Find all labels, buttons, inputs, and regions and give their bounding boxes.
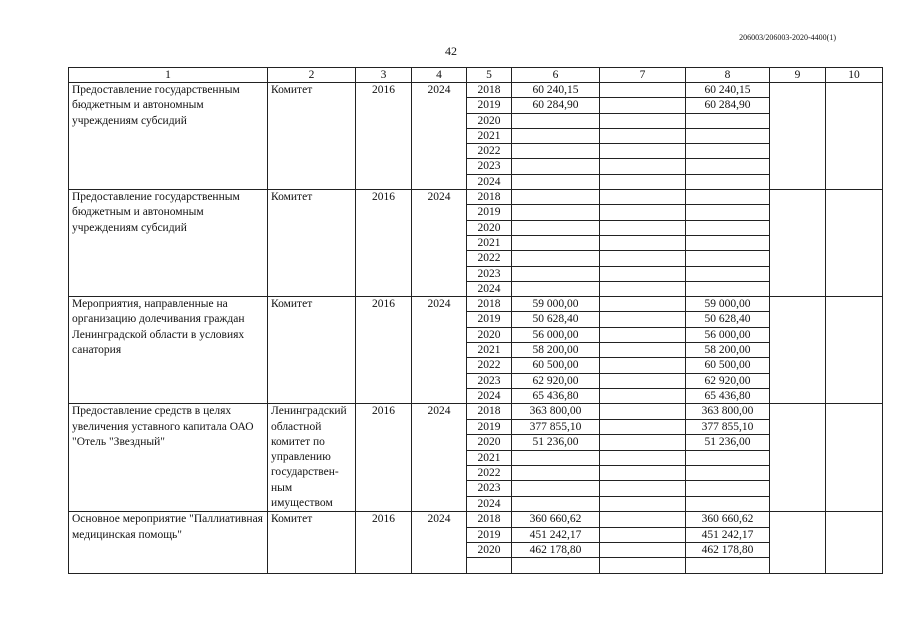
regional-amount-cell (686, 174, 770, 189)
federal-amount-cell (600, 235, 686, 250)
column-header-7: 7 (600, 68, 686, 83)
measure-name-cell: Предоставление государственным бюджетным и автономным учреждениям субсидий (69, 83, 268, 190)
column-header-3: 3 (356, 68, 412, 83)
federal-amount-cell (600, 251, 686, 266)
column-9-cell (770, 512, 826, 573)
total-amount-cell: 65 436,80 (512, 388, 600, 403)
total-amount-cell (512, 220, 600, 235)
measure-name-cell: Основное мероприятие "Паллиативная медицинская помощь" (69, 512, 268, 573)
federal-amount-cell (600, 174, 686, 189)
end-year-cell: 2024 (412, 190, 467, 297)
federal-amount-cell (600, 190, 686, 205)
federal-amount-cell (600, 220, 686, 235)
total-amount-cell: 56 000,00 (512, 327, 600, 342)
regional-amount-cell (686, 450, 770, 465)
year-cell: 2022 (467, 358, 512, 373)
total-amount-cell (512, 558, 600, 573)
start-year-cell: 2016 (356, 297, 412, 404)
regional-amount-cell (686, 481, 770, 496)
regional-amount-cell (686, 220, 770, 235)
regional-amount-cell (686, 558, 770, 573)
federal-amount-cell (600, 205, 686, 220)
measure-name-cell: Мероприятия, направленные на организацию долечивания граждан Ленинградской области в условиях санатория (69, 297, 268, 404)
regional-amount-cell: 58 200,00 (686, 343, 770, 358)
total-amount-cell (512, 174, 600, 189)
regional-amount-cell (686, 113, 770, 128)
federal-amount-cell (600, 83, 686, 98)
regional-amount-cell: 60 240,15 (686, 83, 770, 98)
year-cell: 2023 (467, 266, 512, 281)
measure-name-cell: Предоставление средств в целях увеличения уставного капитала ОАО "Отель "Звездный" (69, 404, 268, 512)
federal-amount-cell (600, 128, 686, 143)
federal-amount-cell (600, 558, 686, 573)
regional-amount-cell: 451 242,17 (686, 527, 770, 542)
federal-amount-cell (600, 327, 686, 342)
federal-amount-cell (600, 404, 686, 419)
executor-cell: Комитет (268, 83, 356, 190)
year-cell: 2020 (467, 327, 512, 342)
column-header-8: 8 (686, 68, 770, 83)
total-amount-cell (512, 481, 600, 496)
year-cell: 2018 (467, 297, 512, 312)
regional-amount-cell: 56 000,00 (686, 327, 770, 342)
column-header-10: 10 (826, 68, 883, 83)
regional-amount-cell (686, 205, 770, 220)
total-amount-cell: 60 500,00 (512, 358, 600, 373)
year-cell: 2022 (467, 251, 512, 266)
end-year-cell: 2024 (412, 404, 467, 512)
regional-amount-cell (686, 266, 770, 281)
table-row (69, 190, 883, 205)
year-cell: 2018 (467, 83, 512, 98)
start-year-cell: 2016 (356, 404, 412, 512)
table-row (69, 83, 883, 98)
federal-amount-cell (600, 435, 686, 450)
column-9-cell (770, 297, 826, 404)
federal-amount-cell (600, 527, 686, 542)
year-cell: 2019 (467, 98, 512, 113)
start-year-cell: 2016 (356, 512, 412, 573)
column-header-1: 1 (69, 68, 268, 83)
federal-amount-cell (600, 373, 686, 388)
year-cell: 2023 (467, 159, 512, 174)
federal-amount-cell (600, 144, 686, 159)
column-9-cell (770, 404, 826, 512)
regional-amount-cell (686, 496, 770, 511)
column-header-2: 2 (268, 68, 356, 83)
year-cell: 2019 (467, 312, 512, 327)
year-cell: 2019 (467, 205, 512, 220)
regional-amount-cell: 363 800,00 (686, 404, 770, 419)
total-amount-cell (512, 235, 600, 250)
column-10-cell (826, 190, 883, 297)
start-year-cell: 2016 (356, 190, 412, 297)
column-10-cell (826, 404, 883, 512)
regional-amount-cell: 377 855,10 (686, 419, 770, 434)
year-cell: 2020 (467, 220, 512, 235)
regional-amount-cell: 360 660,62 (686, 512, 770, 527)
regional-amount-cell: 462 178,80 (686, 542, 770, 557)
program-table (68, 67, 883, 574)
executor-cell: Комитет (268, 190, 356, 297)
page-number: 42 (445, 44, 457, 58)
total-amount-cell (512, 159, 600, 174)
column-header-9: 9 (770, 68, 826, 83)
federal-amount-cell (600, 281, 686, 296)
column-10-cell (826, 83, 883, 190)
total-amount-cell: 377 855,10 (512, 419, 600, 434)
federal-amount-cell (600, 512, 686, 527)
regional-amount-cell (686, 465, 770, 480)
column-header-6: 6 (512, 68, 600, 83)
total-amount-cell (512, 251, 600, 266)
total-amount-cell (512, 450, 600, 465)
federal-amount-cell (600, 98, 686, 113)
year-cell: 2021 (467, 343, 512, 358)
regional-amount-cell: 59 000,00 (686, 297, 770, 312)
regional-amount-cell: 65 436,80 (686, 388, 770, 403)
executor-cell: Ленинградский областной комитет по управлению государствен-ным имуществом (268, 404, 356, 512)
year-cell: 2024 (467, 388, 512, 403)
total-amount-cell (512, 190, 600, 205)
table-row (69, 512, 883, 527)
total-amount-cell: 363 800,00 (512, 404, 600, 419)
total-amount-cell: 59 000,00 (512, 297, 600, 312)
end-year-cell: 2024 (412, 512, 467, 573)
measure-name-cell: Предоставление государственным бюджетным и автономным учреждениям субсидий (69, 190, 268, 297)
total-amount-cell (512, 113, 600, 128)
regional-amount-cell (686, 128, 770, 143)
executor-cell: Комитет (268, 512, 356, 573)
federal-amount-cell (600, 465, 686, 480)
federal-amount-cell (600, 496, 686, 511)
federal-amount-cell (600, 343, 686, 358)
year-cell: 2023 (467, 481, 512, 496)
federal-amount-cell (600, 312, 686, 327)
year-cell: 2024 (467, 174, 512, 189)
total-amount-cell: 360 660,62 (512, 512, 600, 527)
executor-cell: Комитет (268, 297, 356, 404)
total-amount-cell (512, 128, 600, 143)
year-cell: 2018 (467, 404, 512, 419)
federal-amount-cell (600, 481, 686, 496)
total-amount-cell (512, 281, 600, 296)
year-cell: 2022 (467, 465, 512, 480)
year-cell: 2020 (467, 435, 512, 450)
year-cell: 2020 (467, 542, 512, 557)
federal-amount-cell (600, 159, 686, 174)
federal-amount-cell (600, 388, 686, 403)
federal-amount-cell (600, 266, 686, 281)
column-9-cell (770, 190, 826, 297)
total-amount-cell: 60 284,90 (512, 98, 600, 113)
total-amount-cell (512, 205, 600, 220)
year-cell: 2021 (467, 235, 512, 250)
table-body (69, 83, 883, 574)
year-cell (467, 558, 512, 573)
total-amount-cell (512, 465, 600, 480)
year-cell: 2019 (467, 527, 512, 542)
year-cell: 2022 (467, 144, 512, 159)
column-10-cell (826, 297, 883, 404)
federal-amount-cell (600, 419, 686, 434)
federal-amount-cell (600, 297, 686, 312)
year-cell: 2018 (467, 512, 512, 527)
year-cell: 2019 (467, 419, 512, 434)
regional-amount-cell: 60 284,90 (686, 98, 770, 113)
federal-amount-cell (600, 113, 686, 128)
year-cell: 2021 (467, 450, 512, 465)
total-amount-cell (512, 496, 600, 511)
total-amount-cell: 462 178,80 (512, 542, 600, 557)
regional-amount-cell (686, 144, 770, 159)
year-cell: 2024 (467, 281, 512, 296)
regional-amount-cell (686, 159, 770, 174)
regional-amount-cell (686, 190, 770, 205)
column-header-4: 4 (412, 68, 467, 83)
document-reference: 206003/206003-2020-4400(1) (739, 33, 836, 42)
total-amount-cell: 50 628,40 (512, 312, 600, 327)
end-year-cell: 2024 (412, 83, 467, 190)
regional-amount-cell (686, 235, 770, 250)
column-10-cell (826, 512, 883, 573)
year-cell: 2024 (467, 496, 512, 511)
table-row (69, 297, 883, 312)
total-amount-cell (512, 144, 600, 159)
regional-amount-cell (686, 281, 770, 296)
total-amount-cell: 58 200,00 (512, 343, 600, 358)
total-amount-cell: 51 236,00 (512, 435, 600, 450)
end-year-cell: 2024 (412, 297, 467, 404)
regional-amount-cell: 51 236,00 (686, 435, 770, 450)
start-year-cell: 2016 (356, 83, 412, 190)
column-9-cell (770, 83, 826, 190)
regional-amount-cell: 60 500,00 (686, 358, 770, 373)
total-amount-cell: 451 242,17 (512, 527, 600, 542)
federal-amount-cell (600, 450, 686, 465)
total-amount-cell: 62 920,00 (512, 373, 600, 388)
regional-amount-cell: 62 920,00 (686, 373, 770, 388)
total-amount-cell (512, 266, 600, 281)
total-amount-cell: 60 240,15 (512, 83, 600, 98)
year-cell: 2020 (467, 113, 512, 128)
year-cell: 2023 (467, 373, 512, 388)
column-header-5: 5 (467, 68, 512, 83)
regional-amount-cell (686, 251, 770, 266)
year-cell: 2018 (467, 190, 512, 205)
federal-amount-cell (600, 542, 686, 557)
year-cell: 2021 (467, 128, 512, 143)
regional-amount-cell: 50 628,40 (686, 312, 770, 327)
federal-amount-cell (600, 358, 686, 373)
column-number-row (69, 68, 883, 83)
table-row (69, 404, 883, 419)
